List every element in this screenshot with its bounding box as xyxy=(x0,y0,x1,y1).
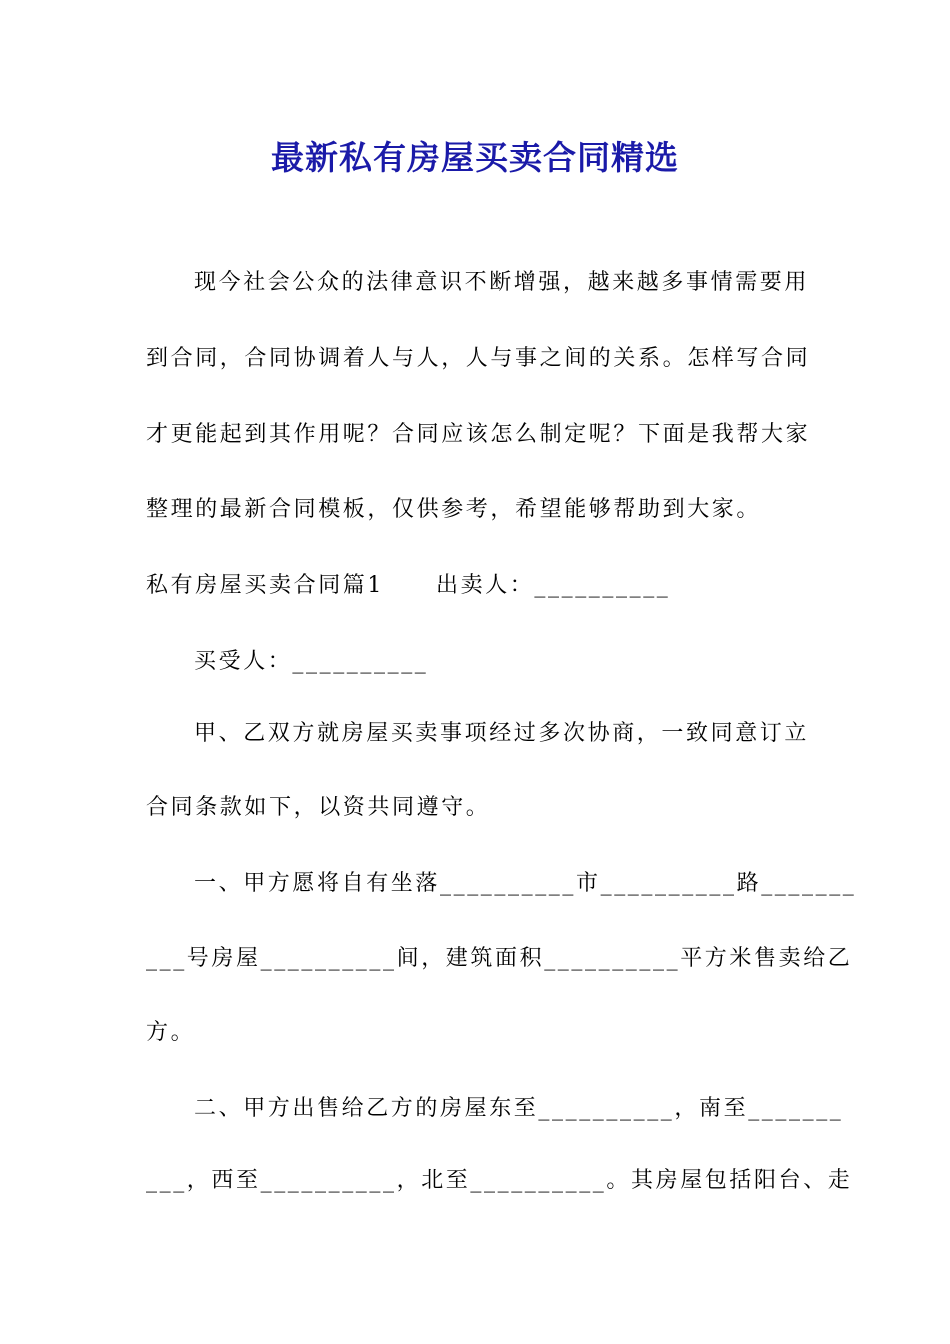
section-heading-line xyxy=(146,571,670,601)
paragraph-line: 合同条款如下，以资共同遵守。 xyxy=(146,795,491,820)
buyer-field: 买受人：__________ xyxy=(194,649,429,674)
paragraph-line: 到合同，合同协调着人与人，人与事之间的关系。怎样写合同 xyxy=(146,346,811,371)
clause-line: 一、甲方愿将自有坐落__________市__________路_______ xyxy=(194,871,857,896)
document-title: 最新私有房屋买卖合同精选 xyxy=(271,138,679,177)
clause-line: 二、甲方出售给乙方的房屋东至__________，南至_______ xyxy=(194,1096,844,1121)
clause-line: 方。 xyxy=(146,1020,196,1045)
seller-field: 出卖人：__________ xyxy=(436,573,671,598)
paragraph-line: 现今社会公众的法律意识不断增强，越来越多事情需要用 xyxy=(194,270,810,295)
paragraph-line: 才更能起到其作用呢？合同应该怎么制定呢？下面是我帮大家 xyxy=(146,422,811,447)
clause-line: ___，西至__________，北至__________。其房屋包括阳台、走 xyxy=(146,1168,853,1193)
section-heading: 私有房屋买卖合同篇1 xyxy=(146,573,384,598)
clause-line: ___号房屋__________间，建筑面积__________平方米售卖给乙 xyxy=(146,946,853,971)
paragraph-line: 整理的最新合同模板，仅供参考，希望能够帮助到大家。 xyxy=(146,497,762,522)
paragraph-line: 甲、乙双方就房屋买卖事项经过多次协商，一致同意订立 xyxy=(194,721,810,746)
